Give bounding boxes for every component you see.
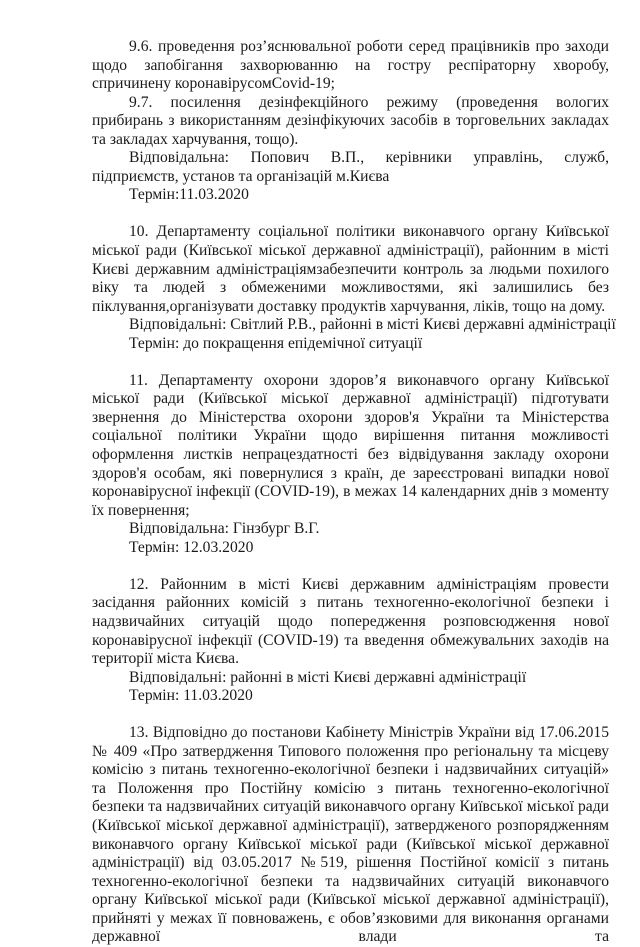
deadline-10: Термін: до покращення епідемічної ситуації <box>129 334 423 352</box>
paragraph-13: 13. Відповідно до постанови Кабінету Міністрів України від 17.06.2015 № 409 «Про затвердження Типового положення про регіональну та місцеву комісію з питань техногенно-екологічної безпеки і надзвичайних ситуацій» та Положення про Постійну комісію з питань техногенно-екологічної безпеки та надзвичайних ситуацій виконавчого органу Київської міської ради (Київської міської державної адміністрації), затвердженого розпорядженням виконавчого органу Київської міської ради (Київської міської державної адміністрації) від 03.05.2017 №519, рішення Постійної комісії з питань техногенно-екологічної безпеки та надзвичайних ситуацій виконавчого органу Київської міської ради (Київської міської державної адміністрації), прийняті у межах її повноважень, є обов’язковими для виконання органами державної влади та <box>92 724 609 946</box>
responsible-12: Відповідальні: районні в місті Києві державні адміністрації <box>129 668 527 686</box>
section-divider <box>92 557 609 576</box>
section-11 <box>92 372 609 557</box>
section-9 <box>92 38 609 205</box>
section-12 <box>92 576 609 706</box>
paragraph-11: 11. Департаменту охорони здоров’я виконавчого органу Київської міської ради (Київської міської державної адміністрації) підготувати звернення до Міністерства охорони здоров'я України та Міністерства соціальної політики України щодо вирішення питання можливості оформлення листків непрацездатності без відвідування закладу охорони здоров'я особам, які повернулися з країн, де зареєстровані випадки нової коронавірусної інфекції (COVID-19), в межах 14 календарних днів з моменту їх повернення; <box>92 371 609 519</box>
document-page <box>92 38 616 947</box>
deadline-12: Термін: 11.03.2020 <box>129 687 253 705</box>
section-10 <box>92 223 616 353</box>
responsible-10: Відповідальні: Світлий Р.В., районні в місті Києві державні адміністрації <box>129 316 616 334</box>
paragraph-9-6: 9.6. проведення роз’яснювальної роботи серед працівників про заходи щодо запобігання захворюванню на гостру респіраторну хворобу, спричинену коронавірусомCovid-19; <box>92 38 609 93</box>
paragraph-9-7: 9.7. посилення дезінфекційного режиму (проведення вологих прибирань з використанням дезінфікуючих засобів в торговельних закладах та закладах харчування, тощо). <box>92 93 609 148</box>
responsible-11: Відповідальна: Гінзбург В.Г. <box>129 520 320 538</box>
section-divider <box>92 205 609 224</box>
paragraph-10: 10. Департаменту соціальної політики виконавчого органу Київської міської ради (Київської міської державної адміністрації), районним в місті Києві державним адміністраціямзабезпечити контроль за людьми похилого віку та людей з обмеженими можливостями, які залишились без піклування,організувати доставку продуктів харчування, ліків, тощо на дому. <box>92 223 609 315</box>
section-divider <box>92 353 609 372</box>
section-divider <box>92 706 609 725</box>
responsible-9: Відповідальна: Попович В.П., керівники управлінь, служб, підприємств, установ та організацій м.Києва <box>92 149 609 185</box>
deadline-9: Термін:11.03.2020 <box>129 186 249 204</box>
section-13 <box>92 724 609 947</box>
deadline-11: Термін: 12.03.2020 <box>129 538 254 556</box>
paragraph-12: 12. Районним в місті Києві державним адміністраціям провести засідання районних комісій з питань техногенно-екологічної безпеки і надзвичайних ситуацій щодо попередження розповсюдження нової коронавірусної інфекції (COVID-19) та введення обмежувальних заходів на території міста Києва. <box>92 575 609 668</box>
